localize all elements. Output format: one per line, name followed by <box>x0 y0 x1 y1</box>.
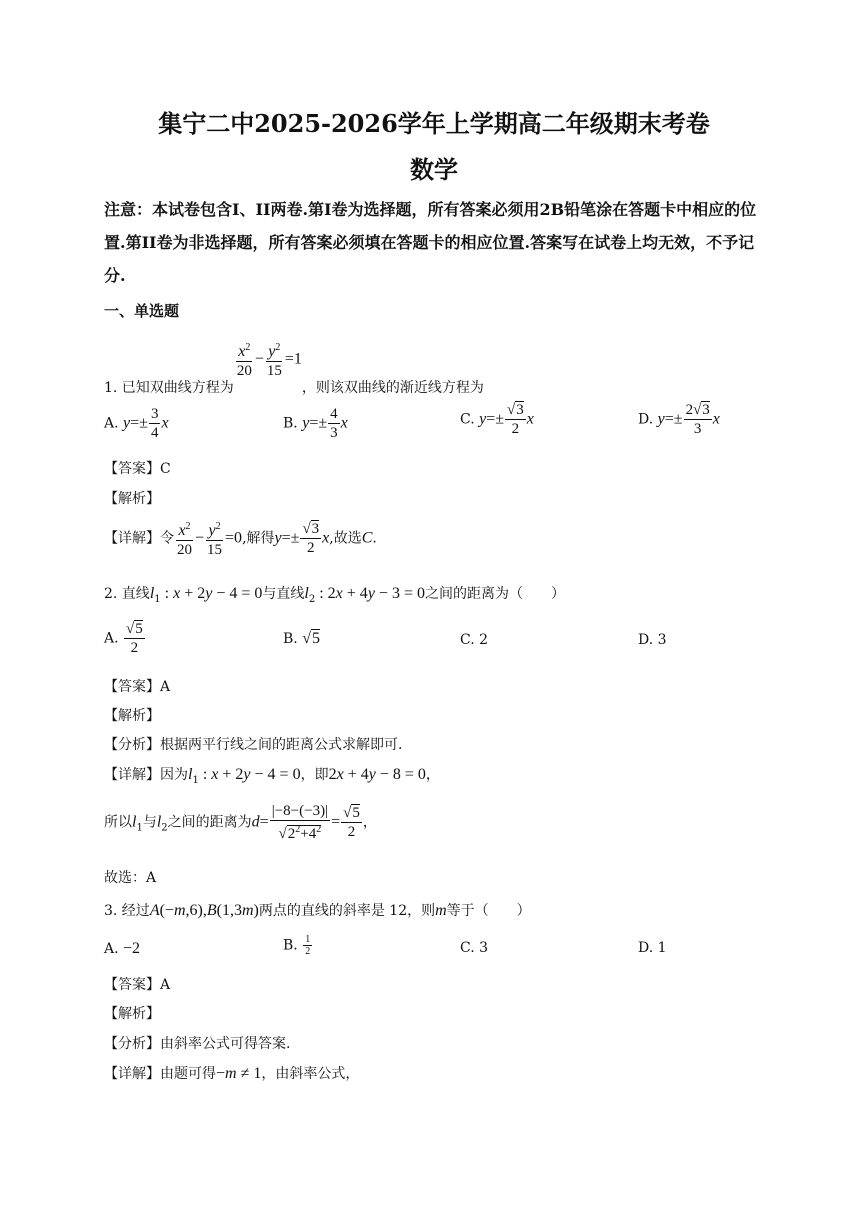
q1-answer: 【答案】C <box>104 461 171 477</box>
subject-title: 数学 <box>410 155 458 184</box>
q2-answer: 【答案】A <box>104 679 171 695</box>
q1-option-b: B. y=± $\frac{4}{3}$ x <box>283 406 348 441</box>
q3-detail: 【详解】由题可得−m ≠ 1，由斜率公式， <box>104 1065 360 1082</box>
q3-option-b: B. $\frac{1}{2}$ <box>283 934 311 957</box>
q1-equation: $\frac{x^2}{20}$ − $\frac{y^2}{15}$ =1 <box>234 339 302 380</box>
q3-option-c: C. 3 <box>460 940 489 956</box>
q1-prefix: 1. 已知双曲线方程为 <box>104 379 234 396</box>
q1-option-d: D. y=± $\frac{2√3}{3}$ x <box>638 402 720 437</box>
section-heading: 一、单选题 <box>104 302 180 320</box>
q3-option-a: A. −2 <box>104 940 141 957</box>
exam-notice: 注意：本试卷包含I、II两卷.第I卷为选择题，所有答案必须用2B铅笔涂在答题卡中相应的位置.第II卷为非选择题，所有答案必须填在答题卡的相应位置.答案写在试卷上均无效，不予记分. <box>104 200 757 285</box>
q1-suffix: ，则该双曲线的渐近线方程为 <box>301 379 484 396</box>
q3-answer: 【答案】A <box>104 977 171 993</box>
q2-option-c: C. 2 <box>460 632 489 648</box>
q2-distance: 所以$l_1$与$l_2$之间的距离为d= $\frac{|-8-(-3)|}{√2^2+4^2}$ = $\frac{√5}{2}$ ， <box>104 803 377 842</box>
q1-analysis: 【解析】 <box>104 491 160 507</box>
question-1 <box>104 342 484 396</box>
q2-option-d: D. 3 <box>638 632 667 648</box>
page-title: 集宁二中2025-2026学年上学期高二年级期末考卷 <box>158 109 710 138</box>
q1-detail: 【详解】令 $\frac{x^2}{20}$ − $\frac{y^2}{15}$ =0,解得y=± $\frac{√3}{2}$ x,故选C. <box>104 518 377 559</box>
question-2: 2. 直线$l_1$ : x + 2y − 4 = 0与直线$l_2$ : 2x + 4y − 3 = 0之间的距离为（ ） <box>104 585 565 605</box>
q3-fenxi: 【分析】由斜率公式可得答案. <box>104 1036 291 1052</box>
q3-analysis: 【解析】 <box>104 1006 160 1022</box>
q2-option-a: A. $\frac{√5}{2}$ <box>104 621 143 656</box>
q1-option-a: A. y=± $\frac{3}{4}$ x <box>104 406 169 441</box>
question-3: 3. 经过A(−m,6),B(1,3m)两点的直线的斜率是 12，则m等于（ ） <box>104 902 531 919</box>
q1-option-c: C. y=± $\frac{√3}{2}$ x <box>460 402 534 437</box>
q2-analysis: 【解析】 <box>104 708 160 724</box>
q3-option-d: D. 1 <box>638 940 667 956</box>
q2-detail: 【详解】因为$l_1$ : x + 2y − 4 = 0，即2x + 4y − 8 = 0， <box>104 766 440 786</box>
q2-choose: 故选：A <box>104 870 157 886</box>
q2-option-b: B. √5 <box>283 630 320 647</box>
q2-fenxi: 【分析】根据两平行线之间的距离公式求解即可. <box>104 737 403 753</box>
